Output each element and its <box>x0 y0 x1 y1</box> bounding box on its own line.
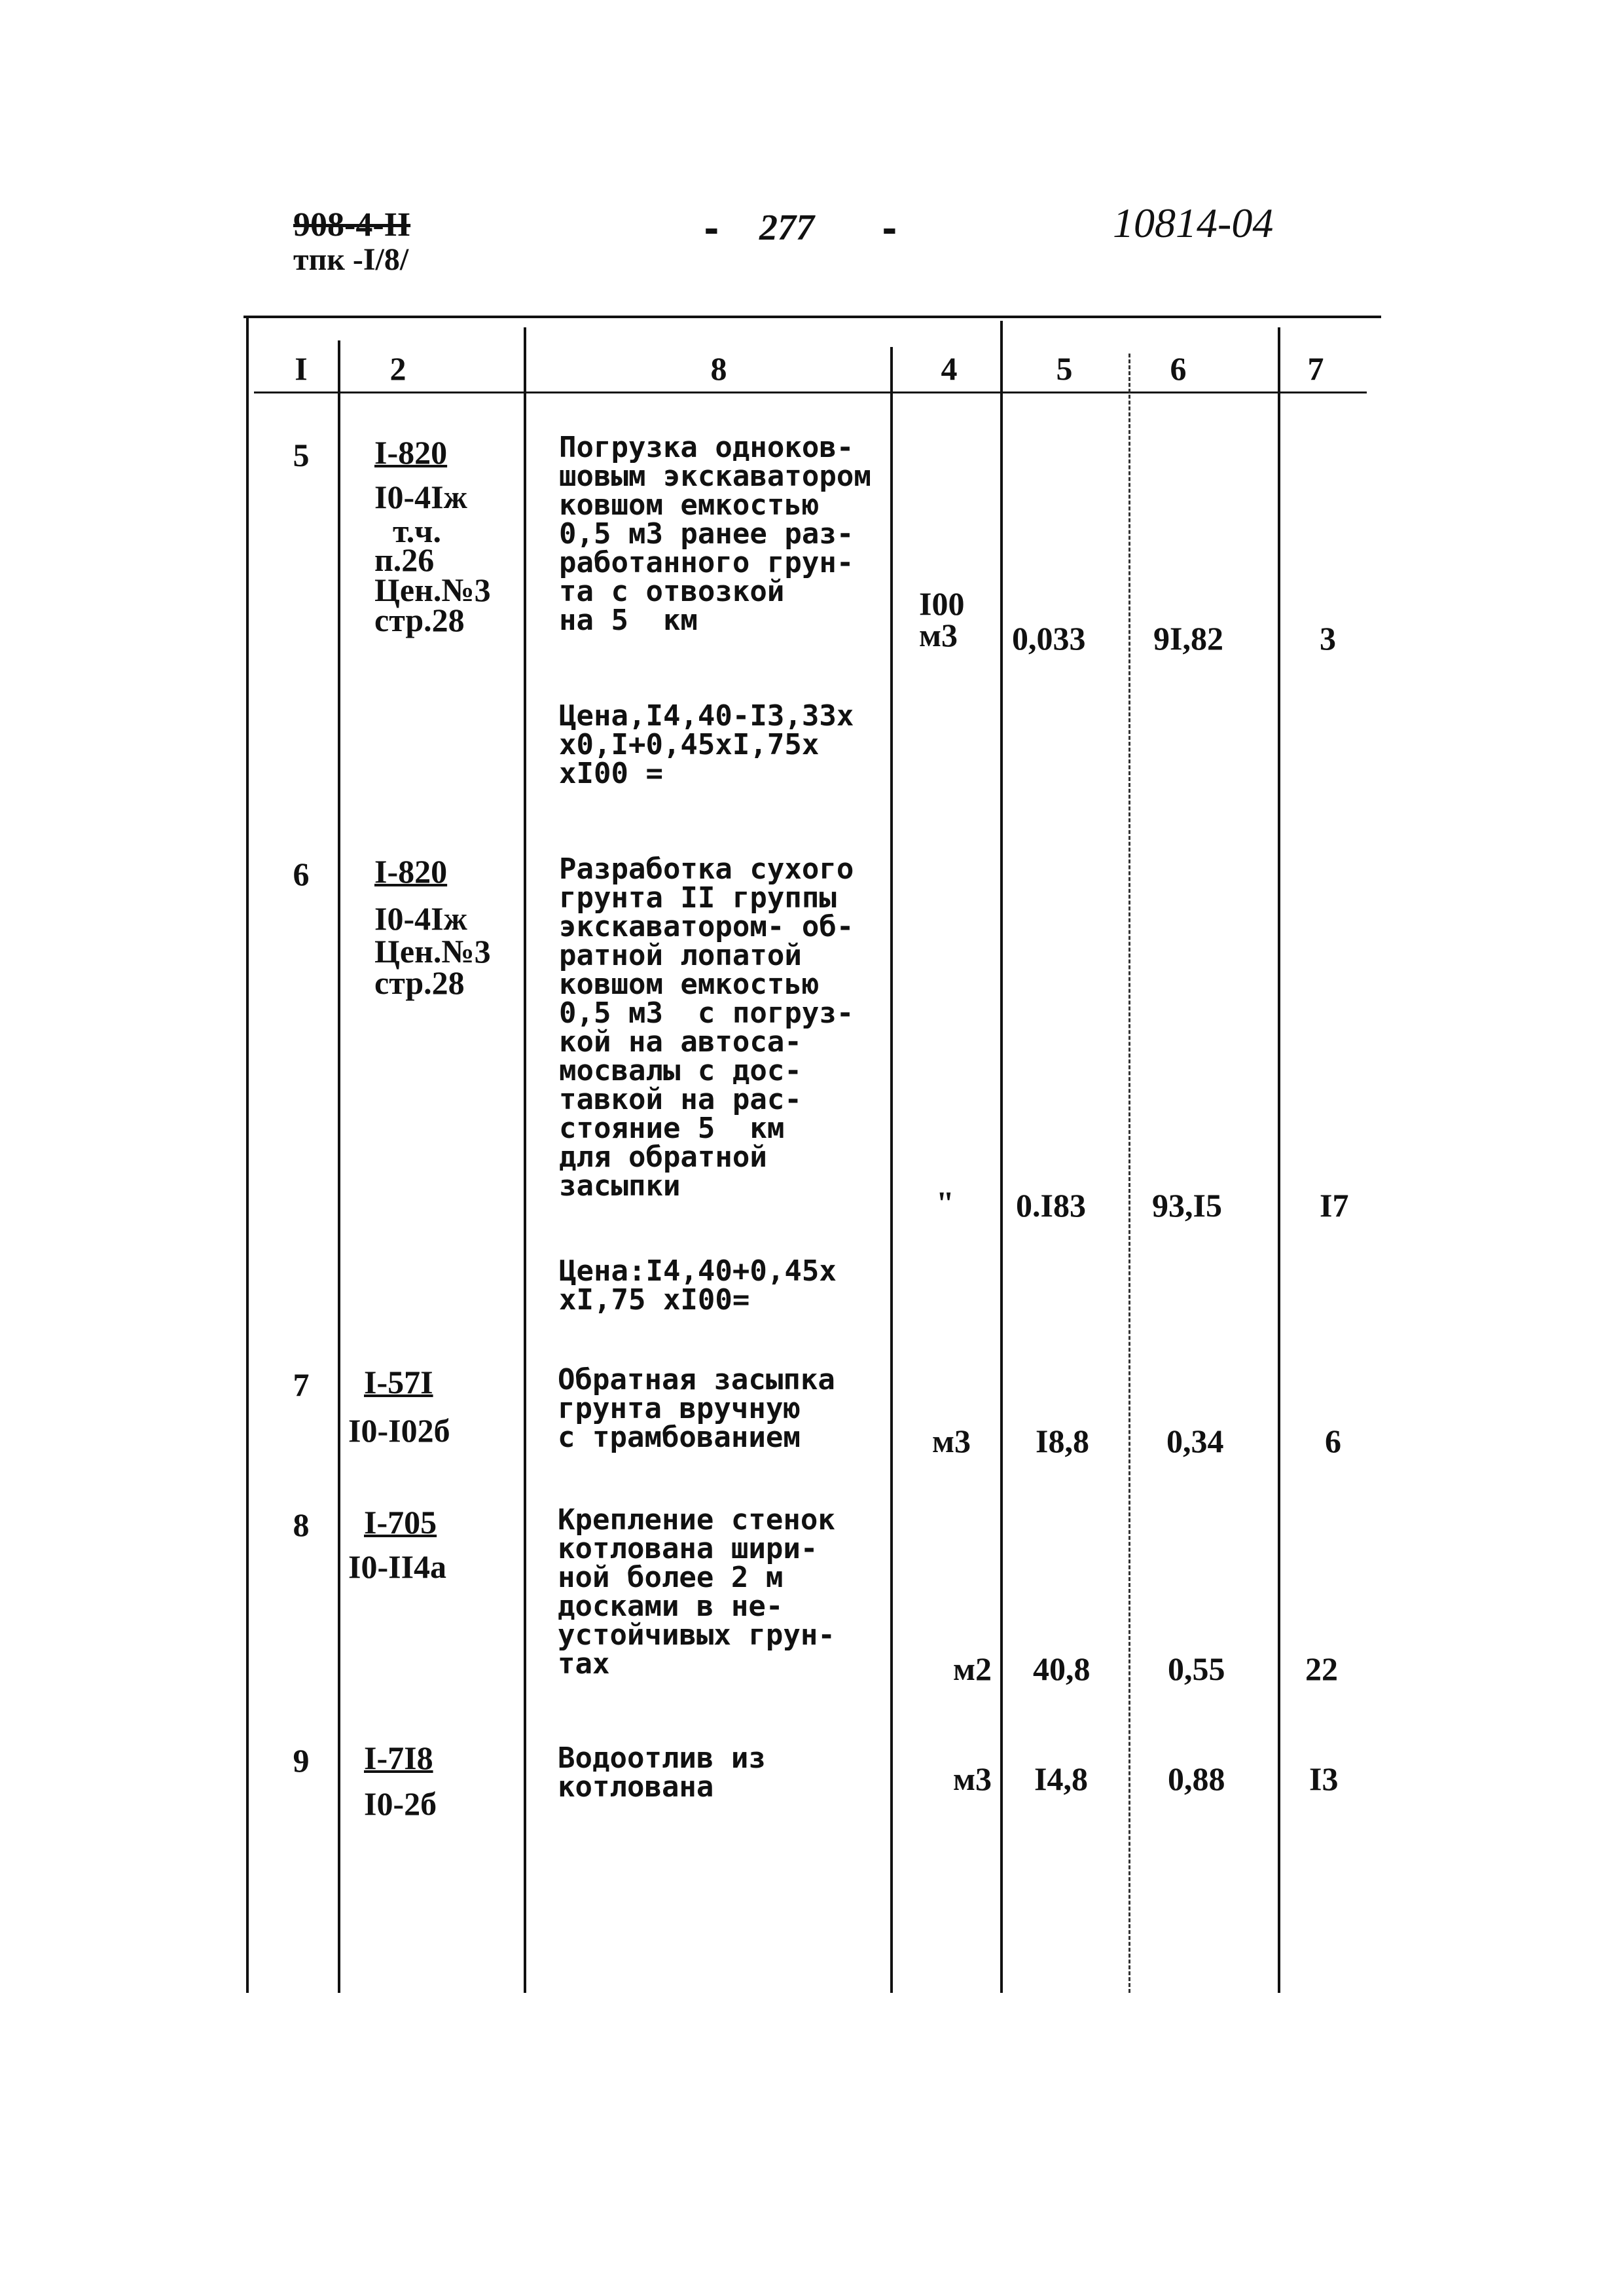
norm-code: I-705 <box>364 1504 437 1540</box>
norm-code-line: I0-4Iж <box>374 900 467 937</box>
total-cost: I7 <box>1320 1187 1349 1224</box>
norm-code-line: т.ч. <box>393 513 441 549</box>
norm-code-line: I0-2б <box>364 1785 437 1822</box>
table-row-number: 5 <box>293 437 310 473</box>
project-subcode: тпк -I/8/ <box>293 242 409 277</box>
total-cost: 6 <box>1325 1423 1341 1459</box>
work-description: Обратная засыпка грунта вручную с трамбованием <box>558 1363 835 1454</box>
column-header-6: 6 <box>1170 350 1187 387</box>
total-cost: 3 <box>1320 620 1336 657</box>
page-number: 277 <box>759 208 814 248</box>
quantity: 40,8 <box>1033 1650 1091 1687</box>
unit: I00 м3 <box>919 585 965 653</box>
column-divider-4 <box>1000 321 1003 1993</box>
table-row-number: 6 <box>293 856 310 892</box>
quantity: 0,033 <box>1012 620 1086 657</box>
column-divider-5 <box>1128 354 1130 1993</box>
unit: м3 <box>932 1423 971 1459</box>
work-description: Водоотлив из котлована <box>558 1741 766 1804</box>
work-description: Крепление стенок котлована шири- ной более 2 м досками в не- устойчивых грун- тах <box>558 1503 835 1681</box>
column-header-4: 4 <box>941 350 958 387</box>
norm-code-line: Цен.№3 <box>374 572 491 608</box>
unit-price: 0,55 <box>1168 1650 1225 1687</box>
table-row-number: 7 <box>293 1366 310 1403</box>
project-code: 908-4-II <box>293 206 411 244</box>
norm-code: I-820 <box>374 434 448 471</box>
norm-code: I-820 <box>374 853 448 890</box>
column-header-3: 8 <box>710 350 727 387</box>
column-divider-3 <box>890 347 893 1993</box>
quantity: I4,8 <box>1034 1760 1088 1797</box>
unit-price: 93,I5 <box>1152 1187 1222 1224</box>
price-formula: Цена,I4,40-I3,33х х0,I+0,45хI,75х хI00 = <box>559 699 854 790</box>
norm-code-line: п.26 <box>374 541 435 578</box>
page-number-dash-right: - <box>878 208 901 251</box>
unit: " <box>936 1184 954 1221</box>
page-number-dash-left: - <box>700 208 723 251</box>
column-divider-2 <box>524 327 526 1993</box>
column-header-5: 5 <box>1056 350 1073 387</box>
norm-code-line: I0-4Iж <box>374 479 467 515</box>
table-row-number: 9 <box>293 1742 310 1779</box>
table-row-number: 8 <box>293 1506 310 1543</box>
norm-code-line: I0-I02б <box>348 1412 450 1449</box>
total-cost: 22 <box>1305 1650 1338 1687</box>
total-cost: I3 <box>1309 1760 1339 1797</box>
unit-price: 0,88 <box>1168 1760 1225 1797</box>
document-number: 10814-04 <box>1113 200 1274 246</box>
table-left-border <box>246 317 249 1993</box>
unit: м3 <box>953 1760 992 1797</box>
work-description: Разработка сухого грунта II группы экскаватором- об- ратной лопатой ковшом емкостью 0,5 м3 с погруз- кой на автоса- мосвалы с дос- тавкой на рас- стояние 5 км для обратной засыпки <box>559 852 854 1203</box>
column-header-1: I <box>295 350 308 387</box>
norm-code-line: стр.28 <box>374 602 465 638</box>
table-header-separator <box>254 392 1367 393</box>
quantity: 0.I83 <box>1016 1187 1086 1224</box>
quantity: I8,8 <box>1036 1423 1089 1459</box>
norm-code: I-7I8 <box>364 1740 433 1776</box>
work-description: Погрузка одноков- шовым экскаватором ковшом емкостью 0,5 м3 ранее раз- работанного грун- та с отвозкой на 5 км <box>559 431 871 637</box>
column-divider-1 <box>338 340 340 1993</box>
column-header-2: 2 <box>389 350 406 387</box>
price-formula: Цена:I4,40+0,45х хI,75 хI00= <box>559 1254 837 1317</box>
unit-price: 0,34 <box>1166 1423 1224 1459</box>
unit: м2 <box>953 1650 992 1687</box>
column-divider-6 <box>1278 327 1280 1993</box>
unit-price: 9I,82 <box>1153 620 1223 657</box>
norm-code-line: I0-II4а <box>348 1548 447 1585</box>
column-header-7: 7 <box>1307 350 1324 387</box>
norm-code: I-57I <box>364 1364 433 1400</box>
table-top-border <box>244 316 1381 318</box>
norm-code-line: стр.28 <box>374 964 465 1001</box>
norm-code-line: Цен.№3 <box>374 933 491 970</box>
